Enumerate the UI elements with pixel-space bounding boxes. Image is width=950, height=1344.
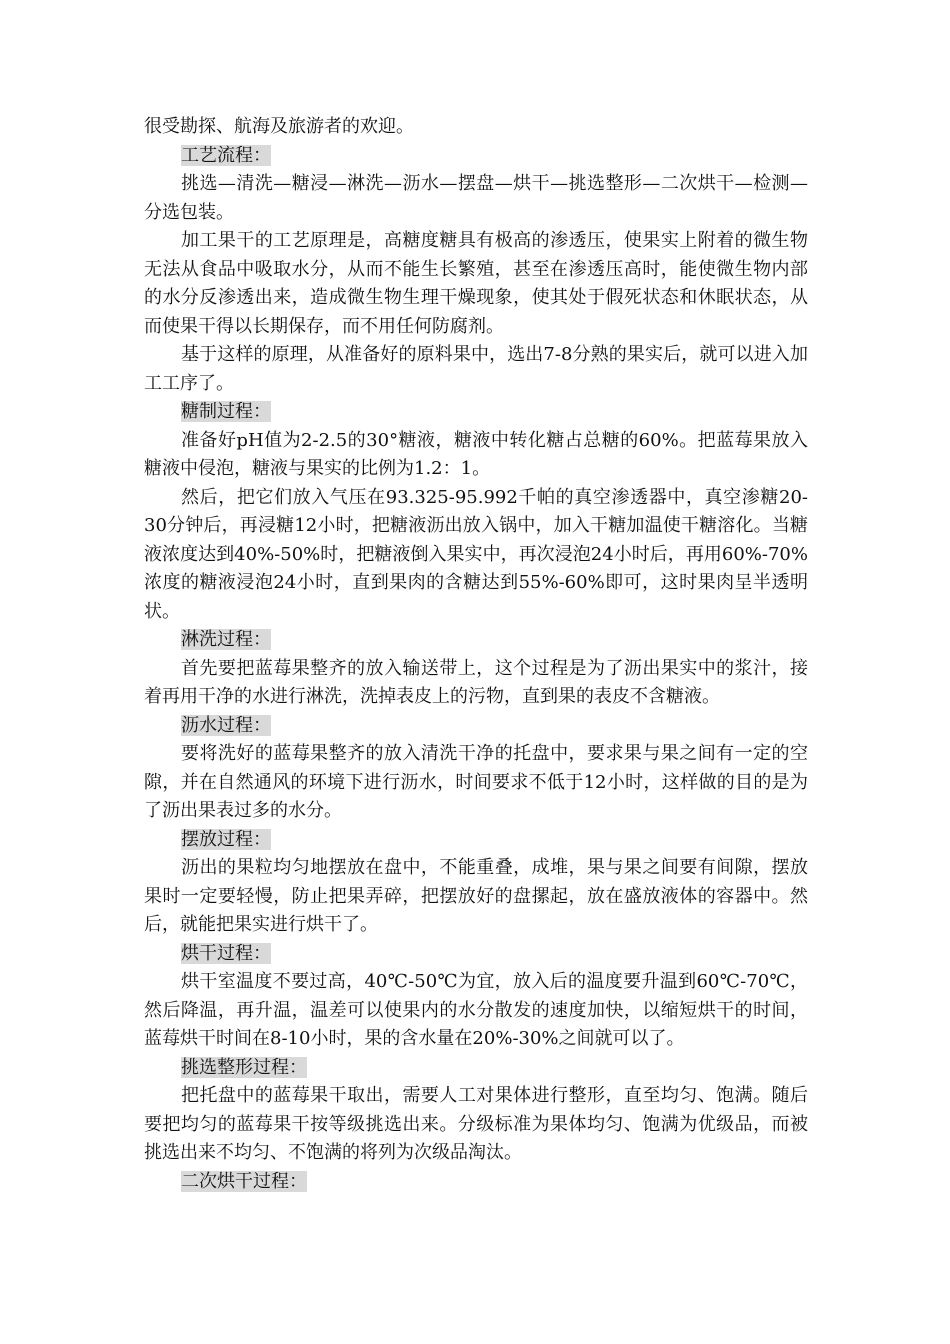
heading-sugar-label: 糖制过程： bbox=[181, 401, 271, 422]
sugar-paragraph-2: 然后，把它们放入气压在93.325-95.992千帕的真空渗透器中，真空渗糖20-30分钟后，再浸糖12小时，把糖液沥出放入锅中，加入干糖加温使干糖溶化。当糖液浓度达到40%-50%时，把糖液倒入果实中，再次浸泡24小时后，再用60%-70%浓度的糖液浸泡24小时，直到果肉的含糖达到55%-60%即可，这时果肉呈半透明状。 bbox=[144, 486, 808, 622]
process-steps-paragraph: 挑选—清洗—糖浸—淋洗—沥水—摆盘—烘干—挑选整形—二次烘干—检测—分选包装。 bbox=[144, 173, 808, 223]
dry-paragraph: 烘干室温度不要过高，40℃-50℃为宜，放入后的温度要升温到60℃-70℃，然后降温，再升温，温差可以使果内的水分散发的速度加快，以缩短烘干的时间，蓝莓烘干时间在8-10小时，果的含水量在20%-30%之间就可以了。 bbox=[144, 971, 808, 1049]
place-paragraph: 沥出的果粒均匀地摆放在盘中，不能重叠，成堆，果与果之间要有间隙，摆放果时一定要轻慢，防止把果弄碎，把摆放好的盘摞起，放在盛放液体的容器中。然后，就能把果实进行烘干了。 bbox=[144, 857, 808, 935]
heading-place bbox=[144, 826, 808, 855]
heading-shape-label: 挑选整形过程： bbox=[181, 1056, 307, 1078]
heading-dry-label: 烘干过程： bbox=[181, 942, 271, 964]
sugar-paragraph-1: 准备好pH值为2-2.5的30°糖液，糖液中转化糖占总糖的60%。把蓝莓果放入糖液中侵泡，糖液与果实的比例为1.2：1。 bbox=[144, 429, 808, 479]
heading-rinse bbox=[144, 626, 808, 655]
heading-sugar bbox=[144, 398, 808, 427]
heading-dry bbox=[144, 940, 808, 969]
heading-drain bbox=[144, 712, 808, 741]
principle-paragraph: 加工果干的工艺原理是，高糖度糖具有极高的渗透压，使果实上附着的微生物无法从食品中吸取水分，从而不能生长繁殖，甚至在渗透压高时，能使微生物内部的水分反渗透出来，造成微生物生理干燥现象，使其处于假死状态和休眠状态，从而使果干得以长期保存，而不用任何防腐剂。 bbox=[144, 230, 808, 337]
drain-paragraph: 要将洗好的蓝莓果整齐的放入清洗干净的托盘中，要求果与果之间有一定的空隙，并在自然通风的环境下进行沥水，时间要求不低于12小时，这样做的目的是为了沥出果表过多的水分。 bbox=[144, 743, 808, 821]
heading-shape bbox=[144, 1054, 808, 1083]
shape-paragraph: 把托盘中的蓝莓果干取出，需要人工对果体进行整形，直至均匀、饱满。随后要把均匀的蓝莓果干按等级挑选出来。分级标准为果体均匀、饱满为优级品，而被挑选出来不均匀、不饱满的将列为次级品淘汰。 bbox=[144, 1085, 808, 1163]
heading-process bbox=[144, 142, 808, 171]
heading-second-dry bbox=[144, 1168, 808, 1197]
rinse-paragraph: 首先要把蓝莓果整齐的放入输送带上，这个过程是为了沥出果实中的浆汁，接着再用干净的水进行淋洗，洗掉表皮上的污物，直到果的表皮不含糖液。 bbox=[144, 657, 808, 707]
heading-place-label: 摆放过程： bbox=[181, 828, 271, 850]
heading-rinse-label: 淋洗过程： bbox=[181, 629, 271, 650]
selection-paragraph: 基于这样的原理，从准备好的原料果中，选出7-8分熟的果实后，就可以进入加工工序了。 bbox=[144, 344, 808, 394]
heading-drain-label: 沥水过程： bbox=[181, 714, 271, 736]
heading-process-label: 工艺流程： bbox=[181, 144, 271, 166]
document-page bbox=[144, 113, 808, 1196]
heading-second-dry-label: 二次烘干过程： bbox=[181, 1170, 307, 1192]
intro-paragraph: 很受勘探、航海及旅游者的欢迎。 bbox=[144, 116, 414, 137]
